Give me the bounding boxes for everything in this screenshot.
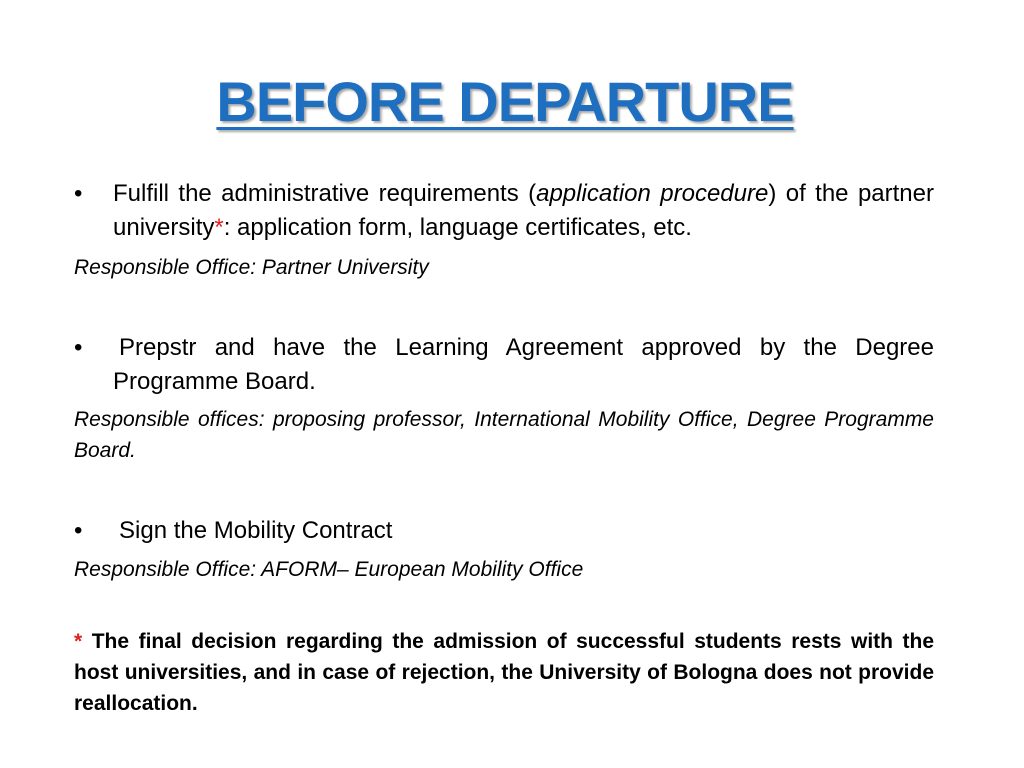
page-title: BEFORE DEPARTURE [216, 70, 794, 133]
asterisk-mark: * [214, 214, 224, 241]
footnote [74, 626, 934, 719]
asterisk-mark: * [74, 630, 83, 653]
item-text [113, 177, 934, 245]
list-item [74, 514, 934, 548]
item-text-part: ) of the partner university [113, 180, 934, 241]
responsible-office: Responsible Office: AFORM– European Mobility Office [74, 558, 584, 581]
list-item [74, 177, 934, 245]
list-item [74, 331, 934, 399]
footnote-text: The final decision regarding the admission of successful students rests with the host universities, and in case of rejection, the University of Bologna does not provide reallocation. [74, 630, 934, 715]
bullet-icon: • [74, 334, 83, 361]
responsible-office: Responsible offices: proposing professor, International Mobility Office, Degree Programme Board. [74, 408, 934, 462]
item-text-italic: application procedure [536, 180, 769, 207]
item-text-part: Fulfill the administrative requirements ( [113, 180, 537, 207]
item-text-part: : application form, language certificates, etc. [223, 214, 692, 241]
item-text: Sign the Mobility Contract [119, 517, 393, 544]
bullet-icon: • [74, 180, 83, 207]
responsible-office: Responsible Office: Partner University [74, 256, 429, 279]
bullet-icon: • [74, 517, 83, 544]
item-text: Prepstr and have the Learning Agreement approved by the Degree Programme Board. [113, 334, 934, 395]
